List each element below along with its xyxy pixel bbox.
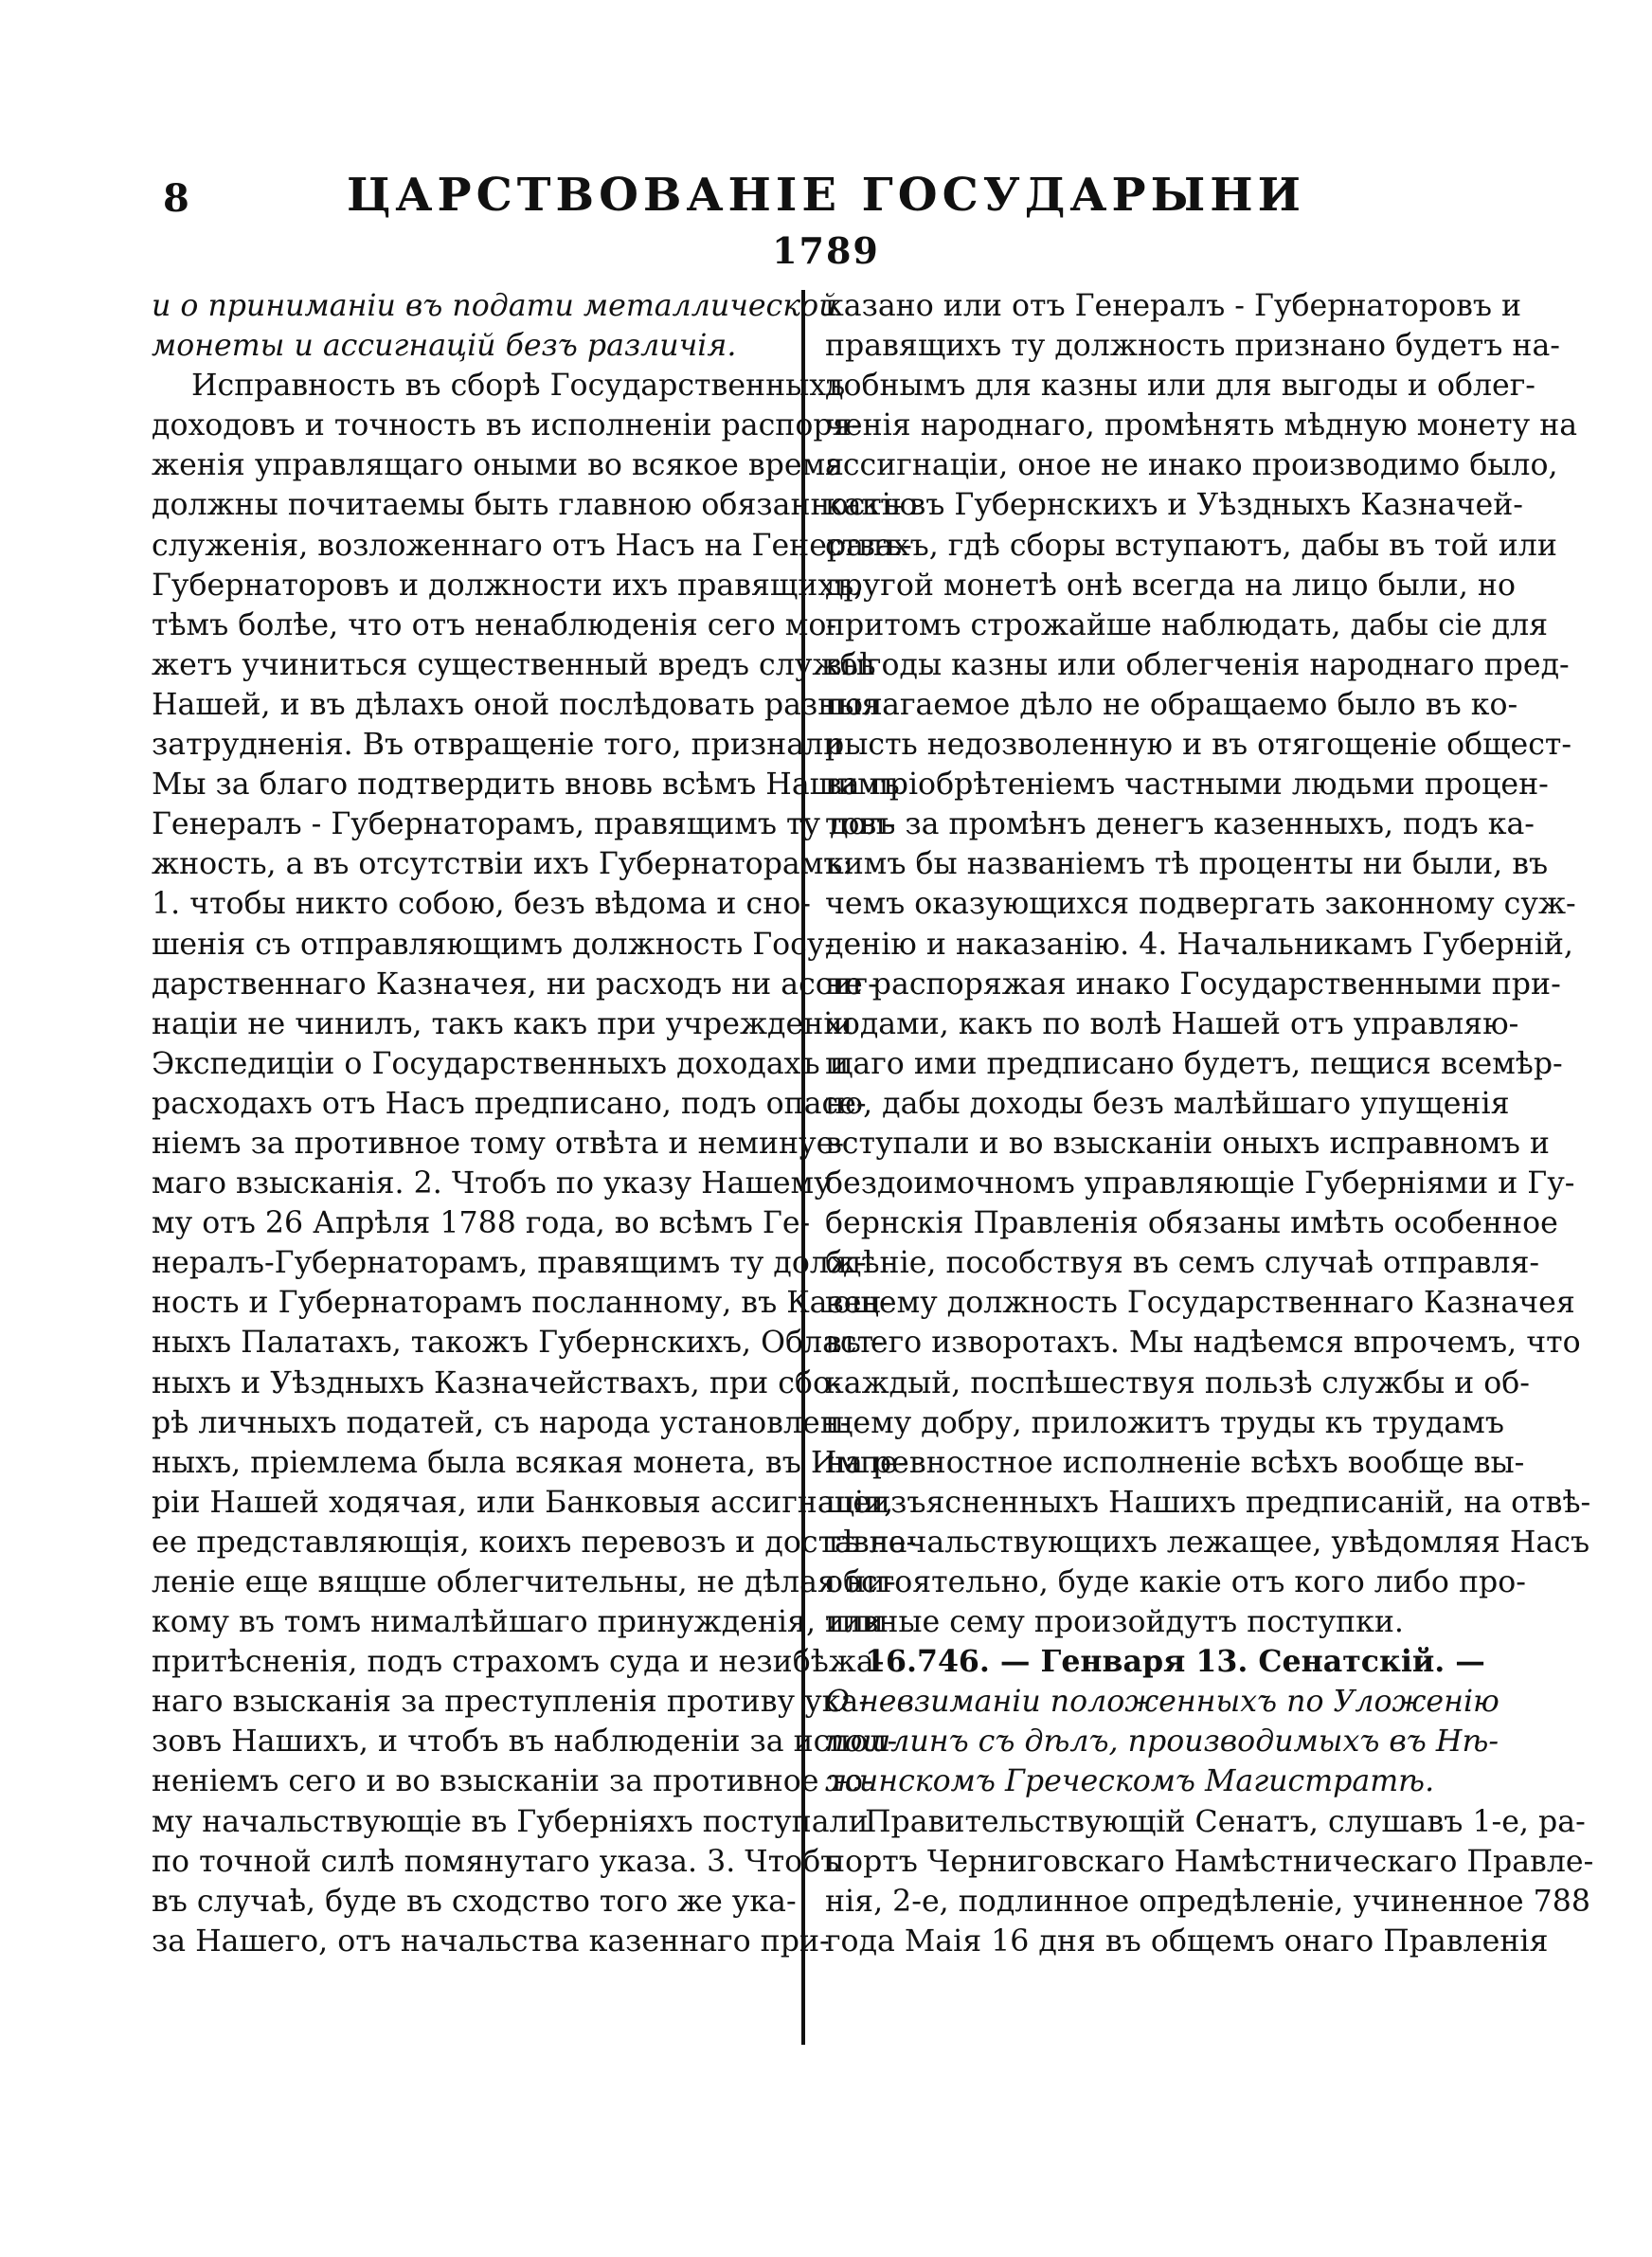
text-line: полагаемое дѣло не обращаемо было въ ко- bbox=[825, 687, 1518, 722]
text-line: ріи Нашей ходячая, или Банковыя ассигнаціи, bbox=[152, 1485, 894, 1520]
text-line: служенія, возложеннаго отъ Насъ на Генералъ- bbox=[152, 528, 912, 563]
text-line: кому въ томъ нималѣйшаго принужденія, или bbox=[152, 1605, 885, 1640]
text-line: чемъ оказующихся подвергать законному суж- bbox=[825, 887, 1576, 922]
text-line: монеты и ассигнацій безъ различія. bbox=[152, 329, 737, 364]
text-line: бдѣніе, пособствуя въ семъ случаѣ отправля- bbox=[825, 1246, 1540, 1281]
text-line: другой монетѣ онѣ всегда на лицо были, но bbox=[825, 568, 1517, 603]
text-line: Экспедиціи о Государственныхъ доходахъ и bbox=[152, 1046, 850, 1081]
text-line: какъ въ Губернскихъ и Уѣздныхъ Казначей- bbox=[825, 488, 1523, 523]
text-line: тѣ начальствующихъ лежащее, увѣдомляя Насъ bbox=[825, 1525, 1590, 1560]
text-line: денію и наказанію. 4. Начальникамъ Губерній, bbox=[825, 927, 1573, 962]
text-line: рѣ личныхъ податей, съ народа установлен- bbox=[152, 1405, 851, 1440]
text-line: въ его изворотахъ. Мы надѣемся впрочемъ, что bbox=[825, 1326, 1581, 1361]
year-heading: 1789 bbox=[772, 229, 880, 272]
text-line: тивные сему произойдутъ поступки. bbox=[825, 1605, 1404, 1640]
text-line: правящихъ ту должность признано будетъ на- bbox=[825, 329, 1560, 364]
text-line: жность, а въ отсутствіи ихъ Губернаторамъ: bbox=[152, 847, 853, 882]
text-line: зовъ Нашихъ, и чтобъ въ наблюденіи за испол- bbox=[152, 1724, 898, 1760]
text-line: Исправность въ сборѣ Государственныхъ bbox=[191, 369, 846, 404]
text-line: должны почитаемы быть главною обязанностію bbox=[152, 488, 918, 523]
text-line: ва пріобрѣтеніемъ частными людьми процен- bbox=[825, 767, 1549, 803]
text-line: портъ Черниговскаго Намѣстническаго Правле- bbox=[825, 1844, 1594, 1879]
page-number: 8 bbox=[163, 176, 189, 221]
column-divider bbox=[801, 290, 805, 2045]
text-line: наго взысканія за преступленія противу ука- bbox=[152, 1685, 870, 1720]
text-line: выгоды казны или облегченія народнаго пред- bbox=[825, 647, 1570, 682]
text-line: 1. чтобы никто собою, безъ вѣдома и сно- bbox=[152, 887, 811, 922]
text-line: по точной силѣ помянутаго указа. 3. Чтобъ bbox=[152, 1844, 840, 1879]
text-line: рысть недозволенную и въ отягощеніе общест- bbox=[825, 728, 1572, 763]
text-line: ее представляющія, коихъ перевозъ и доставле- bbox=[152, 1525, 917, 1560]
text-line: му отъ 26 Апрѣля 1788 года, во всѣмъ Ге- bbox=[152, 1206, 811, 1241]
text-line: ность и Губернаторамъ посланному, въ Казен- bbox=[152, 1286, 892, 1321]
text-line: вступали и во взысканіи оныхъ исправномъ и bbox=[825, 1126, 1550, 1161]
decree-subject-line: жинскомъ Греческомъ Магистратѣ. bbox=[825, 1764, 1435, 1799]
text-line: ствахъ, гдѣ сборы вступаютъ, дабы въ той или bbox=[825, 528, 1557, 563]
text-line: товъ за промѣнъ денегъ казенныхъ, подъ ка- bbox=[825, 807, 1535, 842]
text-line: обстоятельно, буде какіе отъ кого либо про- bbox=[825, 1565, 1526, 1599]
text-line: Нашей, и въ дѣлахъ оной послѣдовать разныя bbox=[152, 687, 881, 722]
decree-heading: 16.746. — Генваря 13. Сенатскій. — bbox=[865, 1644, 1485, 1680]
text-line: ныхъ, пріемлема была всякая монета, въ Импе- bbox=[152, 1445, 908, 1480]
text-line: каждый, поспѣшествуя пользѣ службы и об- bbox=[825, 1365, 1530, 1400]
left-column bbox=[152, 286, 918, 1961]
text-line: жетъ учиниться существенный вредъ службѣ bbox=[152, 647, 876, 682]
decree-subject-line: пошлинъ съ дѣлъ, производимыхъ въ Нѣ- bbox=[825, 1724, 1499, 1760]
text-line: но, дабы доходы безъ малѣйшаго упущенія bbox=[825, 1086, 1510, 1121]
text-line: неніемъ сего и во взысканіи за противное то- bbox=[152, 1764, 873, 1799]
text-line: му начальствующіе въ Губерніяхъ поступали bbox=[152, 1804, 869, 1839]
text-line: и о приниманіи въ подати металлической bbox=[152, 289, 838, 323]
text-line: щаго ими предписано будетъ, пещися всемѣр- bbox=[825, 1046, 1563, 1081]
text-line: доходовъ и точность въ исполненіи распоря- bbox=[152, 408, 862, 443]
text-line: ченія народнаго, промѣнять мѣдную монету на bbox=[825, 408, 1578, 443]
text-line: тѣмъ болѣе, что отъ ненаблюденія сего мо- bbox=[152, 607, 837, 642]
text-line: бернскія Правленія обязаны имѣть особенное bbox=[825, 1206, 1558, 1241]
text-line: нія, 2-е, подлинное опредѣленіе, учиненное 788 bbox=[825, 1884, 1590, 1919]
text-line: Генералъ - Губернаторамъ, правящимъ ту дол- bbox=[152, 807, 896, 842]
text-line: кимъ бы названіемъ тѣ проценты ни были, въ bbox=[825, 847, 1549, 882]
text-line: на ревностное исполненіе всѣхъ вообще вы- bbox=[825, 1445, 1525, 1480]
text-line: за Нашего, отъ начальства казеннаго при- bbox=[152, 1923, 830, 1959]
text-line: не распоряжая инако Государственными при- bbox=[825, 966, 1561, 1002]
text-line: ассигнаціи, оное не инако производимо было, bbox=[825, 448, 1558, 483]
text-line: расходахъ отъ Насъ предписано, подъ опасе- bbox=[152, 1086, 867, 1121]
text-line: затрудненія. Въ отвращеніе того, признали bbox=[152, 728, 844, 763]
text-line: года Маія 16 дня въ общемъ онаго Правленія bbox=[825, 1923, 1549, 1959]
text-line: нералъ-Губернаторамъ, правящимъ ту долж- bbox=[152, 1246, 867, 1281]
text-line: въ случаѣ, буде въ сходство того же ука- bbox=[152, 1884, 797, 1919]
running-title: ЦАРСТВОВАНІЕ ГОСУДАРЫНИ bbox=[347, 169, 1305, 222]
text-line: ходами, какъ по волѣ Нашей отъ управляю- bbox=[825, 1006, 1519, 1041]
text-line: притѣсненія, подъ страхомъ суда и незибѣжа- bbox=[152, 1645, 885, 1680]
right-column bbox=[825, 286, 1594, 1961]
text-line: Губернаторовъ и должности ихъ правящихъ, bbox=[152, 568, 864, 603]
text-line: націи не чинилъ, такъ какъ при учрежденіи bbox=[152, 1006, 853, 1041]
text-line: притомъ строжайше наблюдать, дабы сіе для bbox=[825, 607, 1549, 642]
text-line: бездоимочномъ управляющіе Губерніями и Гу- bbox=[825, 1166, 1575, 1201]
decree-subject-line: О невзиманіи положенныхъ по Уложенію bbox=[825, 1685, 1499, 1720]
text-line: казано или отъ Генералъ - Губернаторовъ и bbox=[825, 289, 1522, 323]
text-line: дарственнаго Казначея, ни расходъ ни ассиг- bbox=[152, 966, 878, 1002]
text-line: ніемъ за противное тому отвѣта и неминуе- bbox=[152, 1126, 845, 1161]
text-line: ющему должность Государственнаго Казначея bbox=[825, 1286, 1575, 1321]
text-line: добнымъ для казны или для выгоды и облег- bbox=[825, 369, 1535, 404]
text-line: леніе еще вящше облегчительны, не дѣлая ни- bbox=[152, 1565, 896, 1599]
text-line: женія управлящаго оными во всякое время bbox=[152, 448, 845, 483]
text-line: шенія съ отправляющимъ должность Госу- bbox=[152, 927, 835, 962]
text-line: щему добру, приложитъ труды къ трудамъ bbox=[825, 1405, 1504, 1440]
text-line: шеизъясненныхъ Нашихъ предписаній, на отвѣ- bbox=[825, 1485, 1591, 1520]
text-line: Правительствующій Сенатъ, слушавъ 1-е, ра- bbox=[865, 1804, 1586, 1839]
text-line: Мы за благо подтвердить вновь всѣмъ Нашимъ bbox=[152, 767, 900, 803]
text-line: ныхъ Палатахъ, такожъ Губернскихъ, Област- bbox=[152, 1326, 884, 1361]
text-line: ныхъ и Уѣздныхъ Казначействахъ, при сбо- bbox=[152, 1365, 841, 1400]
text-line: маго взысканія. 2. Чтобъ по указу Нашему bbox=[152, 1166, 832, 1201]
